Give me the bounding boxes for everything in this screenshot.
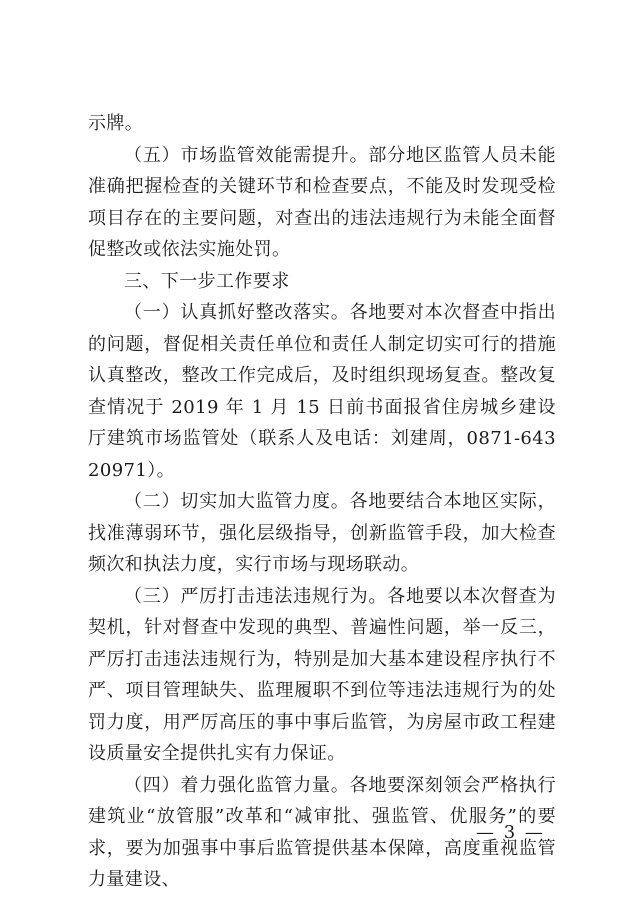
paragraph-requirement-1: （一）认真抓好整改落实。各地要对本次督查中指出的问题，督促相关责任单位和责任人制定切实可行的措施认真整改，整改工作完成后，及时组织现场复查。整改复查情况于 2019 年 1 月 15 日前书面报省住房城乡建设厅建筑市场监管处（联系人及电话：刘建周，0871-64320971）。 bbox=[88, 302, 556, 481]
page-number: — 3 — bbox=[476, 822, 545, 843]
section-heading-3: 三、下一步工作要求 bbox=[124, 270, 290, 292]
paragraph-requirement-2: （二）切实加大监管力度。各地要结合本地区实际，找准薄弱环节，强化层级指导，创新监管手段，加大检查频次和执法力度，实行市场与现场联动。 bbox=[88, 491, 556, 575]
paragraph-continuation: 示牌。 bbox=[88, 113, 144, 134]
paragraph-item-5: （五）市场监管效能需提升。部分地区监管人员未能准确把握检查的关键环节和检查要点，不能及时发现受检项目存在的主要问题，对查出的违法违规行为未能全面督促整改或依法实施处罚。 bbox=[88, 144, 556, 260]
document-body bbox=[88, 108, 556, 896]
paragraph-requirement-4: （四）着力强化监管力量。各地要深刻领会严格执行建筑业“放管服”改革和“减审批、强监管、优服务”的要求，要为加强事中事后监管提供基本保障，高度重视监管力量建设、 bbox=[88, 774, 556, 890]
paragraph-requirement-3: （三）严厉打击违法违规行为。各地要以本次督查为契机，针对督查中发现的典型、普遍性问题，举一反三，严厉打击违法违规行为，特别是加大基本建设程序执行不严、项目管理缺失、监理履职不到位等违法违规行为的处罚力度，用严厉高压的事中事后监管，为房屋市政工程建设质量安全提供扎实有力保证。 bbox=[88, 585, 556, 764]
